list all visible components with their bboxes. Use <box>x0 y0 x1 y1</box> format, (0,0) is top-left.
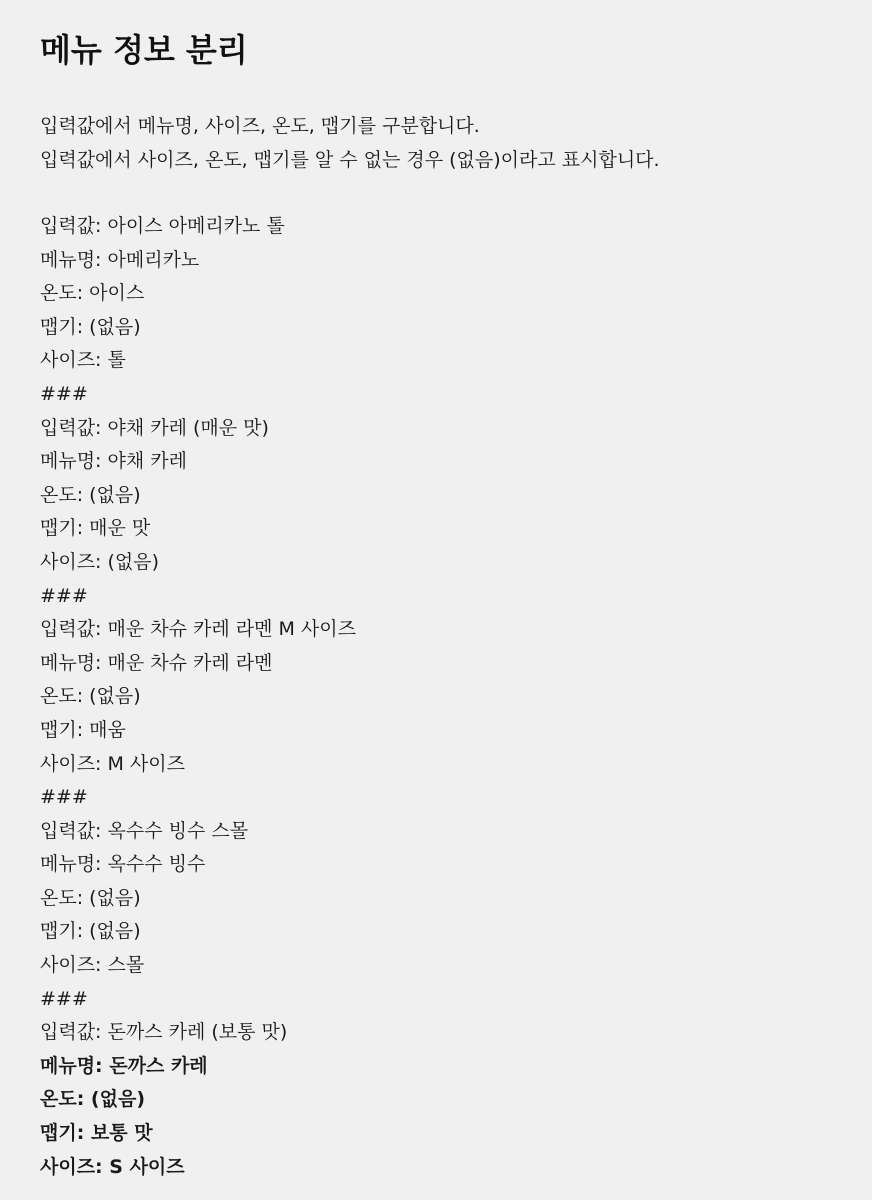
separator-line: ### <box>40 382 88 405</box>
separator-line: ### <box>40 987 88 1010</box>
prompt-line: 입력값: 매운 차슈 카레 라멘 M 사이즈 <box>40 618 356 641</box>
description <box>40 110 660 177</box>
page-title: 메뉴 정보 분리 <box>40 31 248 69</box>
prompt-line: 메뉴명: 옥수수 빙수 <box>40 853 206 876</box>
prompt-line: 맵기: (없음) <box>40 920 141 943</box>
prompt-line: 온도: 아이스 <box>40 282 145 305</box>
description-line: 입력값에서 사이즈, 온도, 맵기를 알 수 없는 경우 (없음)이라고 표시합니다. <box>40 148 660 171</box>
prompt-line: 사이즈: 톨 <box>40 349 126 372</box>
description-line: 입력값에서 메뉴명, 사이즈, 온도, 맵기를 구분합니다. <box>40 115 480 137</box>
prompt-line: 사이즈: (없음) <box>40 550 160 573</box>
prompt-line: 메뉴명: 아메리카노 <box>40 248 200 271</box>
prompt-line: 맵기: 매움 <box>40 718 126 741</box>
separator-line: ### <box>40 786 88 809</box>
prompt-line: 맵기: 매운 맛 <box>40 517 151 540</box>
prompt-text <box>40 210 356 1184</box>
prompt-line: 온도: (없음) <box>40 685 141 708</box>
output-line: 사이즈: S 사이즈 <box>40 1155 185 1178</box>
output-line: 메뉴명: 돈까스 카레 <box>40 1054 208 1077</box>
prompt-line: 메뉴명: 야채 카레 <box>40 450 187 473</box>
prompt-line: 메뉴명: 매운 차슈 카레 라멘 <box>40 651 273 674</box>
prompt-line: 입력값: 야채 카레 (매운 맛) <box>40 416 269 439</box>
prompt-line: 입력값: 돈까스 카레 (보통 맛) <box>40 1021 288 1044</box>
output-line: 맵기: 보통 맛 <box>40 1122 153 1145</box>
separator-line: ### <box>40 584 88 607</box>
prompt-line: 온도: (없음) <box>40 483 141 506</box>
output-line: 온도: (없음) <box>40 1088 145 1111</box>
prompt-line: 입력값: 아이스 아메리카노 톨 <box>40 215 285 237</box>
prompt-line: 온도: (없음) <box>40 886 141 909</box>
prompt-line: 입력값: 옥수수 빙수 스몰 <box>40 819 249 842</box>
prompt-line: 맵기: (없음) <box>40 315 141 338</box>
prompt-line: 사이즈: M 사이즈 <box>40 752 185 775</box>
prompt-line: 사이즈: 스몰 <box>40 954 145 977</box>
